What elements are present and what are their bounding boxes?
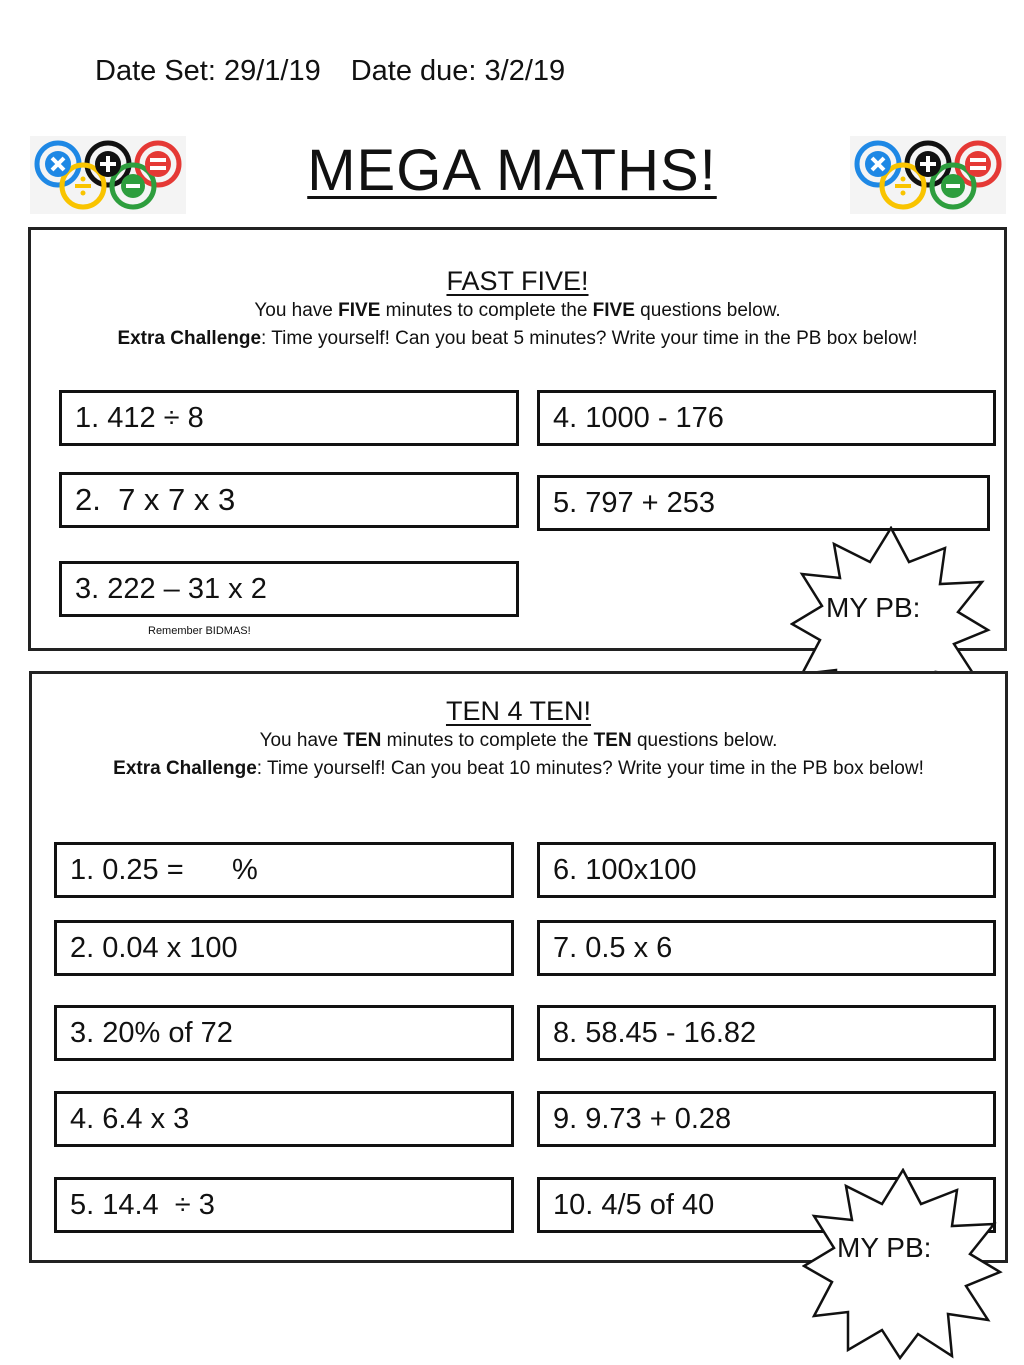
ten-4-ten-question-7[interactable]: 7. 0.5 x 6 [537, 920, 996, 976]
ten-4-ten-question-4[interactable]: 4. 6.4 x 3 [54, 1091, 514, 1147]
pb-star-ten-4-ten[interactable] [802, 1168, 1004, 1360]
pb-label-fast-five: MY PB: [826, 592, 921, 623]
ten-4-ten-question-10[interactable]: 10. 4/5 of 40 [537, 1177, 996, 1233]
ten-4-ten-question-3[interactable]: 3. 20% of 72 [54, 1005, 514, 1061]
fast-five-instructions: You have FIVE minutes to complete the FIVE questions below. [254, 300, 781, 322]
ten-4-ten-question-6[interactable]: 6. 100x100 [537, 842, 996, 898]
page-title: MEGA MATHS! [307, 138, 717, 203]
pb-star-shape [804, 1170, 1000, 1358]
bidmas-note: Remember BIDMAS! [148, 625, 251, 637]
fast-five-header [31, 265, 1004, 352]
ten-4-ten-title: TEN 4 TEN! [445, 696, 592, 726]
ten-4-ten-instructions: You have TEN minutes to complete the TEN questions below. [259, 730, 778, 752]
date-due: Date due: 3/2/19 [350, 55, 566, 87]
ten-4-ten-question-5[interactable]: 5. 14.4 ÷ 3 [54, 1177, 514, 1233]
fast-five-question-1[interactable]: 1. 412 ÷ 8 [59, 390, 519, 446]
fast-five-question-4[interactable]: 4. 1000 - 176 [537, 390, 996, 446]
ten-4-ten-header [32, 695, 1005, 782]
ten-4-ten-question-8[interactable]: 8. 58.45 - 16.82 [537, 1005, 996, 1061]
fast-five-title: FAST FIVE! [446, 266, 589, 296]
fast-five-question-5[interactable]: 5. 797 + 253 [537, 475, 990, 531]
ten-4-ten-question-9[interactable]: 9. 9.73 + 0.28 [537, 1091, 996, 1147]
fast-five-question-2[interactable]: 2. 7 x 7 x 3 [59, 472, 519, 528]
ten-4-ten-question-2[interactable]: 2. 0.04 x 100 [54, 920, 514, 976]
ten-4-ten-extra-challenge: Extra Challenge: Time yourself! Can you beat 10 minutes? Write your time in the PB box below! [113, 757, 924, 779]
pb-label-ten-4-ten: MY PB: [837, 1232, 932, 1263]
date-line [95, 55, 565, 88]
fast-five-question-3[interactable]: 3. 222 – 31 x 2 [59, 561, 519, 617]
ten-4-ten-question-1[interactable]: 1. 0.25 = % [54, 842, 514, 898]
fast-five-extra-challenge: Extra Challenge: Time yourself! Can you beat 5 minutes? Write your time in the PB box below! [117, 327, 918, 349]
date-set: Date Set: 29/1/19 [95, 55, 321, 87]
